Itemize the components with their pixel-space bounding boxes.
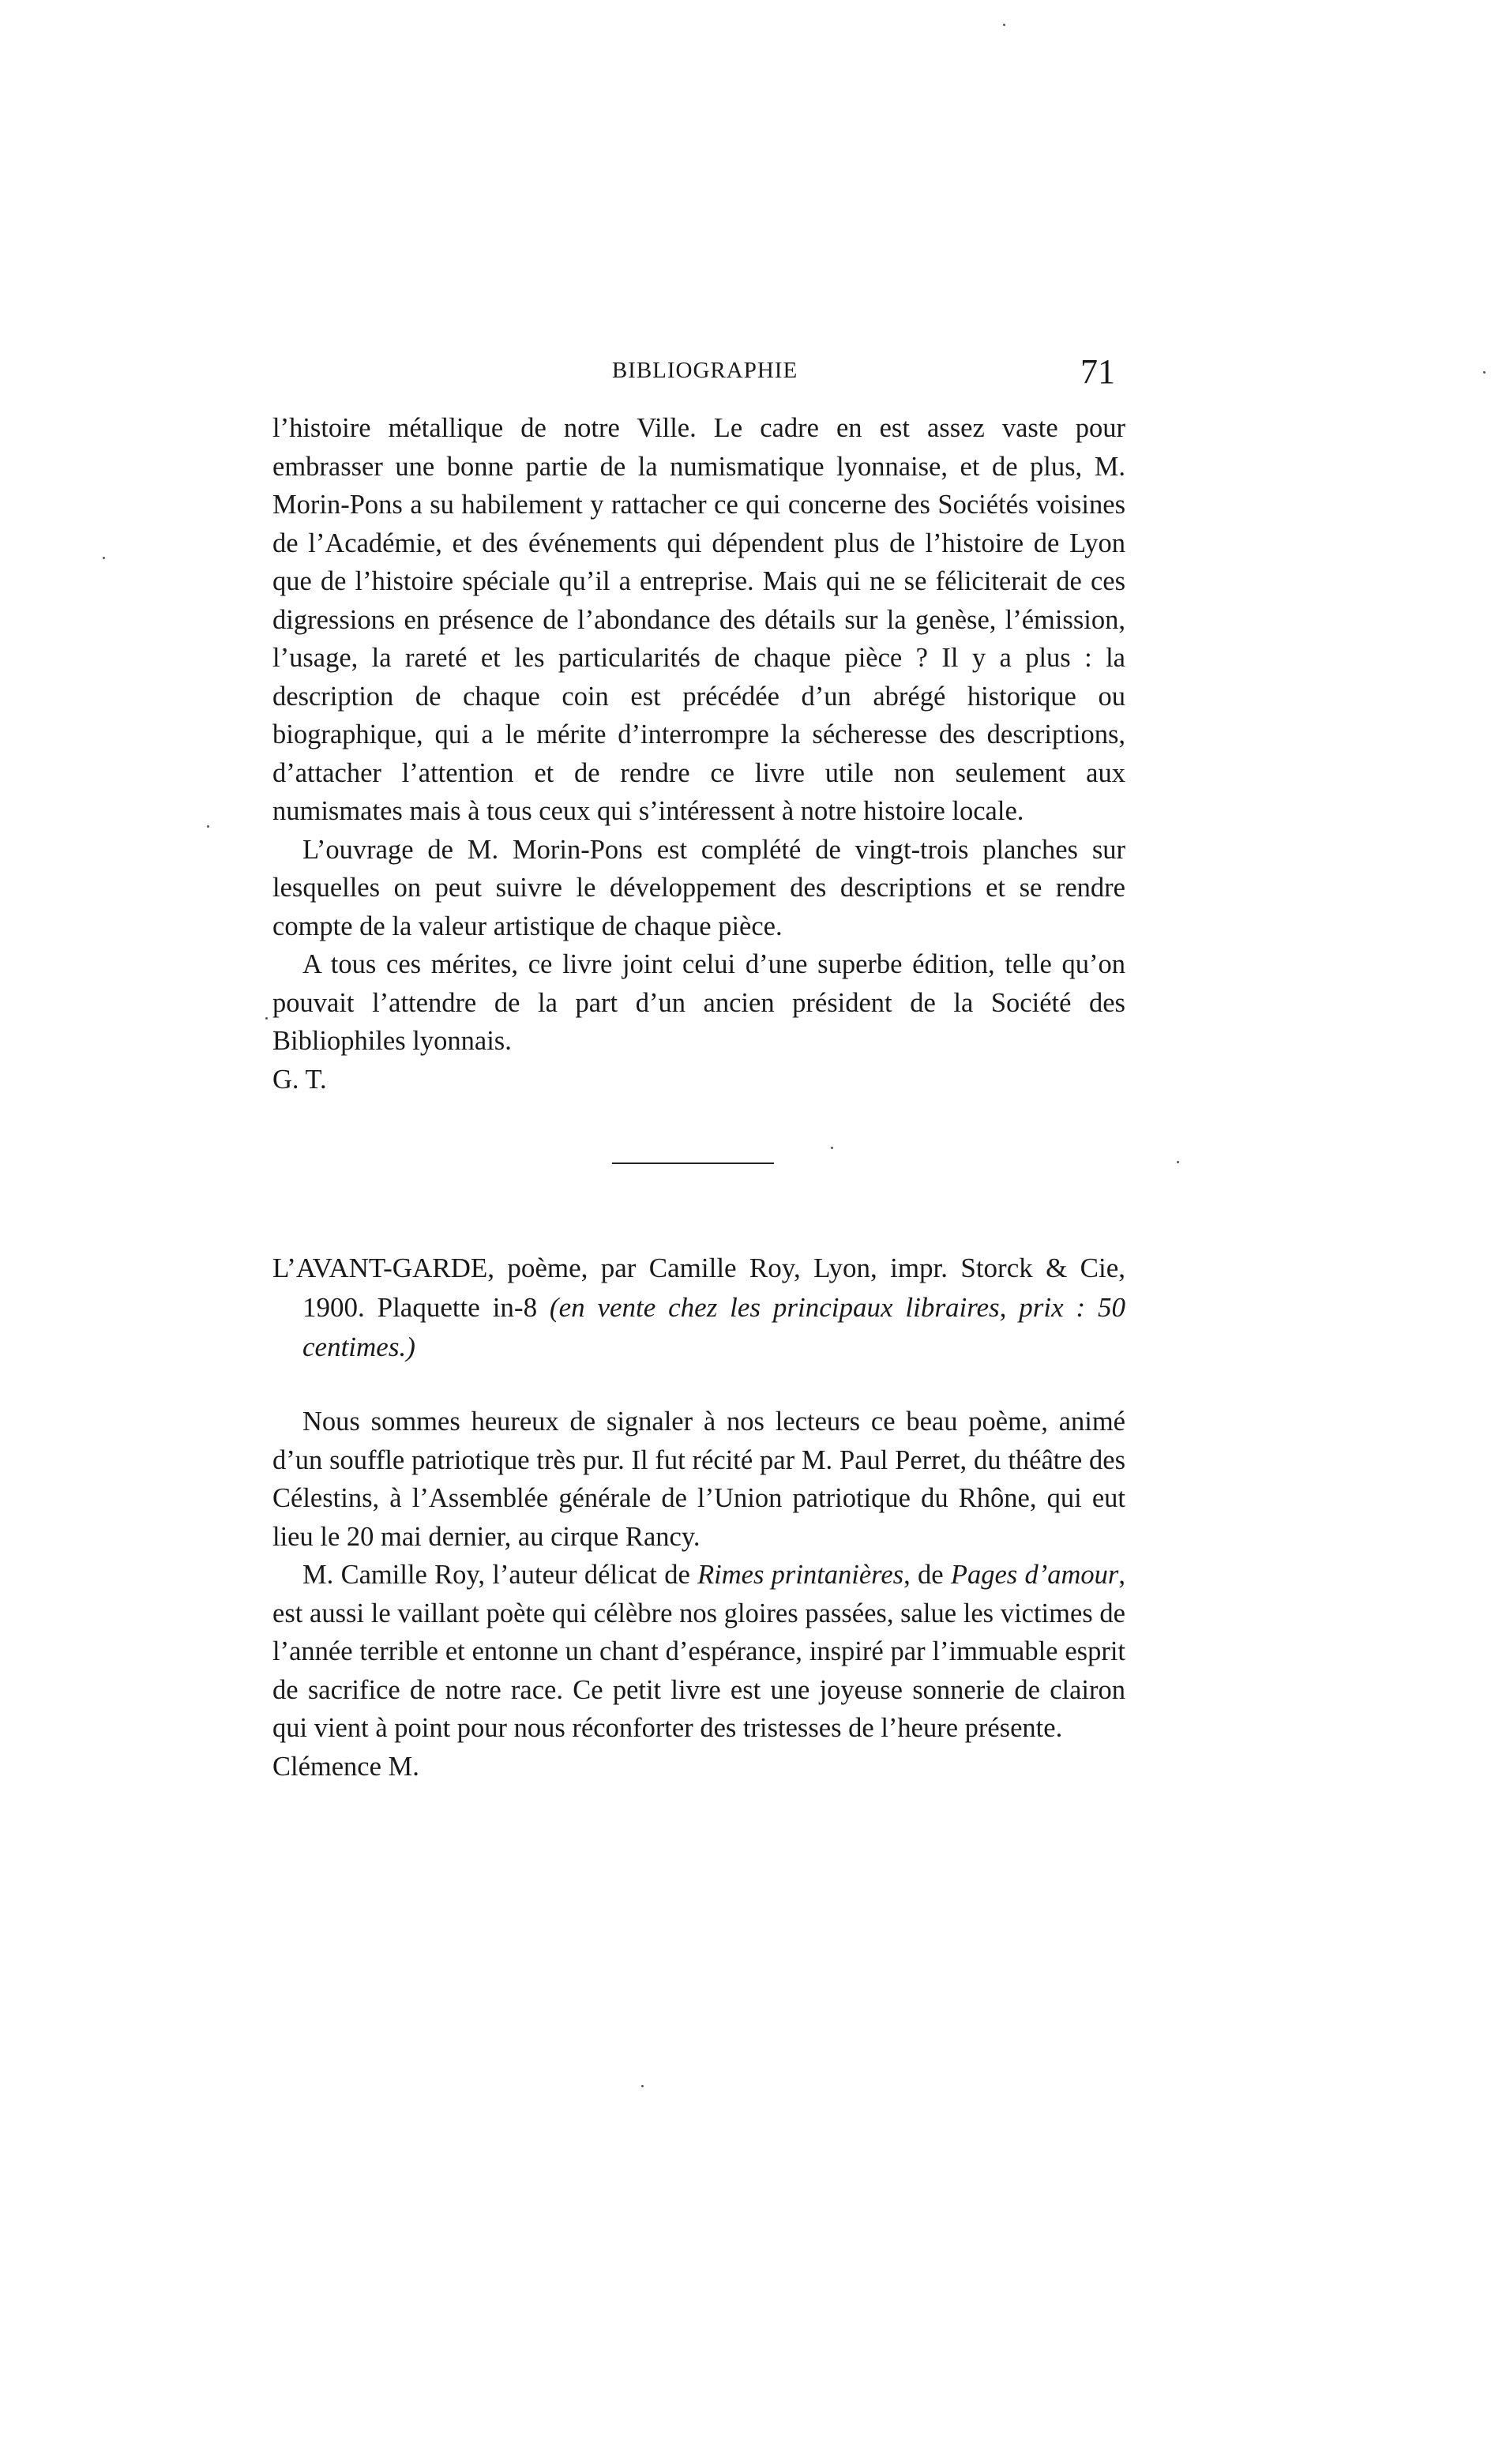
review2-book-price: (en vente chez les principaux libraires, prix : 50 centimes.) (302, 1292, 1125, 1362)
section-separator (612, 1163, 774, 1164)
review1-signature: G. T. (272, 1064, 327, 1095)
review2-book-title: L’AVANT-GARDE, (272, 1253, 495, 1283)
review2-p2-text-b: , de (903, 1560, 951, 1590)
scan-speck (831, 1147, 833, 1149)
running-head (272, 351, 1137, 391)
review1-paragraph-2: L’ouvrage de M. Morin-Pons est complété de vingt-trois planches sur lesquelles on peut suivre le développement des descriptions et se rendre compte de la valeur artistique de chaque pièce. (272, 834, 1125, 941)
page-number: 71 (1080, 352, 1115, 391)
scan-speck (641, 2085, 644, 2087)
scan-speck (207, 825, 209, 828)
review2-book-details: poème, par Camille Roy, Lyon, impr. Storck & Cie, 1900. Plaquette in-8 (302, 1253, 1125, 1323)
review-morin-pons (272, 409, 1125, 1099)
scan-speck (103, 557, 105, 559)
review-avant-garde (272, 1403, 1125, 1786)
review2-signature: Clémence M. (272, 1751, 419, 1782)
review2-heading (272, 1249, 1125, 1367)
review2-cited-title-1: Rimes printanières (697, 1560, 904, 1590)
scan-speck (265, 1017, 268, 1020)
scan-speck (1177, 1161, 1179, 1163)
running-title: BIBLIOGRAPHIE (611, 358, 798, 383)
scan-speck (1003, 24, 1005, 26)
review2-p2-text-c: , est aussi le vaillant poète qui célèbre nos gloires passées, salue les victimes de l’année terrible et entonne un chant d’espérance, inspiré par l’immuable esprit de sacrifice de notre race. Ce petit livre est une joyeuse sonnerie de clairon qui vient à point pour nous réconforter des tristesses de l’heure présente. (272, 1560, 1125, 1743)
review1-paragraph-3: A tous ces mérites, ce livre joint celui d’une superbe édition, telle qu’on pouvait l’attendre de la part d’un ancien président de la Société des Bibliophiles lyonnais. (272, 949, 1125, 1056)
review2-paragraph-1: Nous sommes heureux de signaler à nos lecteurs ce beau poème, animé d’un souffle patriotique très pur. Il fut récité par M. Paul Perret, du théâtre des Célestins, à l’Assemblée générale de l’Union patriotique du Rhône, qui eut lieu le 20 mai dernier, au cirque Rancy. (272, 1407, 1125, 1552)
scan-speck (1483, 371, 1486, 374)
review2-p2-text-a: M. Camille Roy, l’auteur délicat de (302, 1560, 698, 1590)
review2-cited-title-2: Pages d’amour (950, 1560, 1119, 1590)
review1-paragraph-1: l’histoire métallique de notre Ville. Le cadre en est assez vaste pour embrasser une bonne partie de la numismatique lyonnaise, et de plus, M. Morin-Pons a su habilement y rattacher ce qui concerne des Sociétés voisines de l’Académie, et des événements qui dépendent plus de l’histoire de Lyon que de l’histoire spéciale qu’il a entreprise. Mais qui ne se féliciterait de ces digressions en présence de l’abondance des détails sur la genèse, l’émission, l’usage, la rareté et les particularités de chaque pièce ? Il y a plus : la description de chaque coin est précédée d’un abrégé historique ou biographique, qui a le mérite d’interrompre la sécheresse des descriptions, d’attacher l’attention et de rendre ce livre utile non seulement aux numismates mais à tous ceux qui s’intéressent à notre histoire locale. (272, 413, 1125, 826)
review2-paragraph-2 (272, 1556, 1125, 1748)
